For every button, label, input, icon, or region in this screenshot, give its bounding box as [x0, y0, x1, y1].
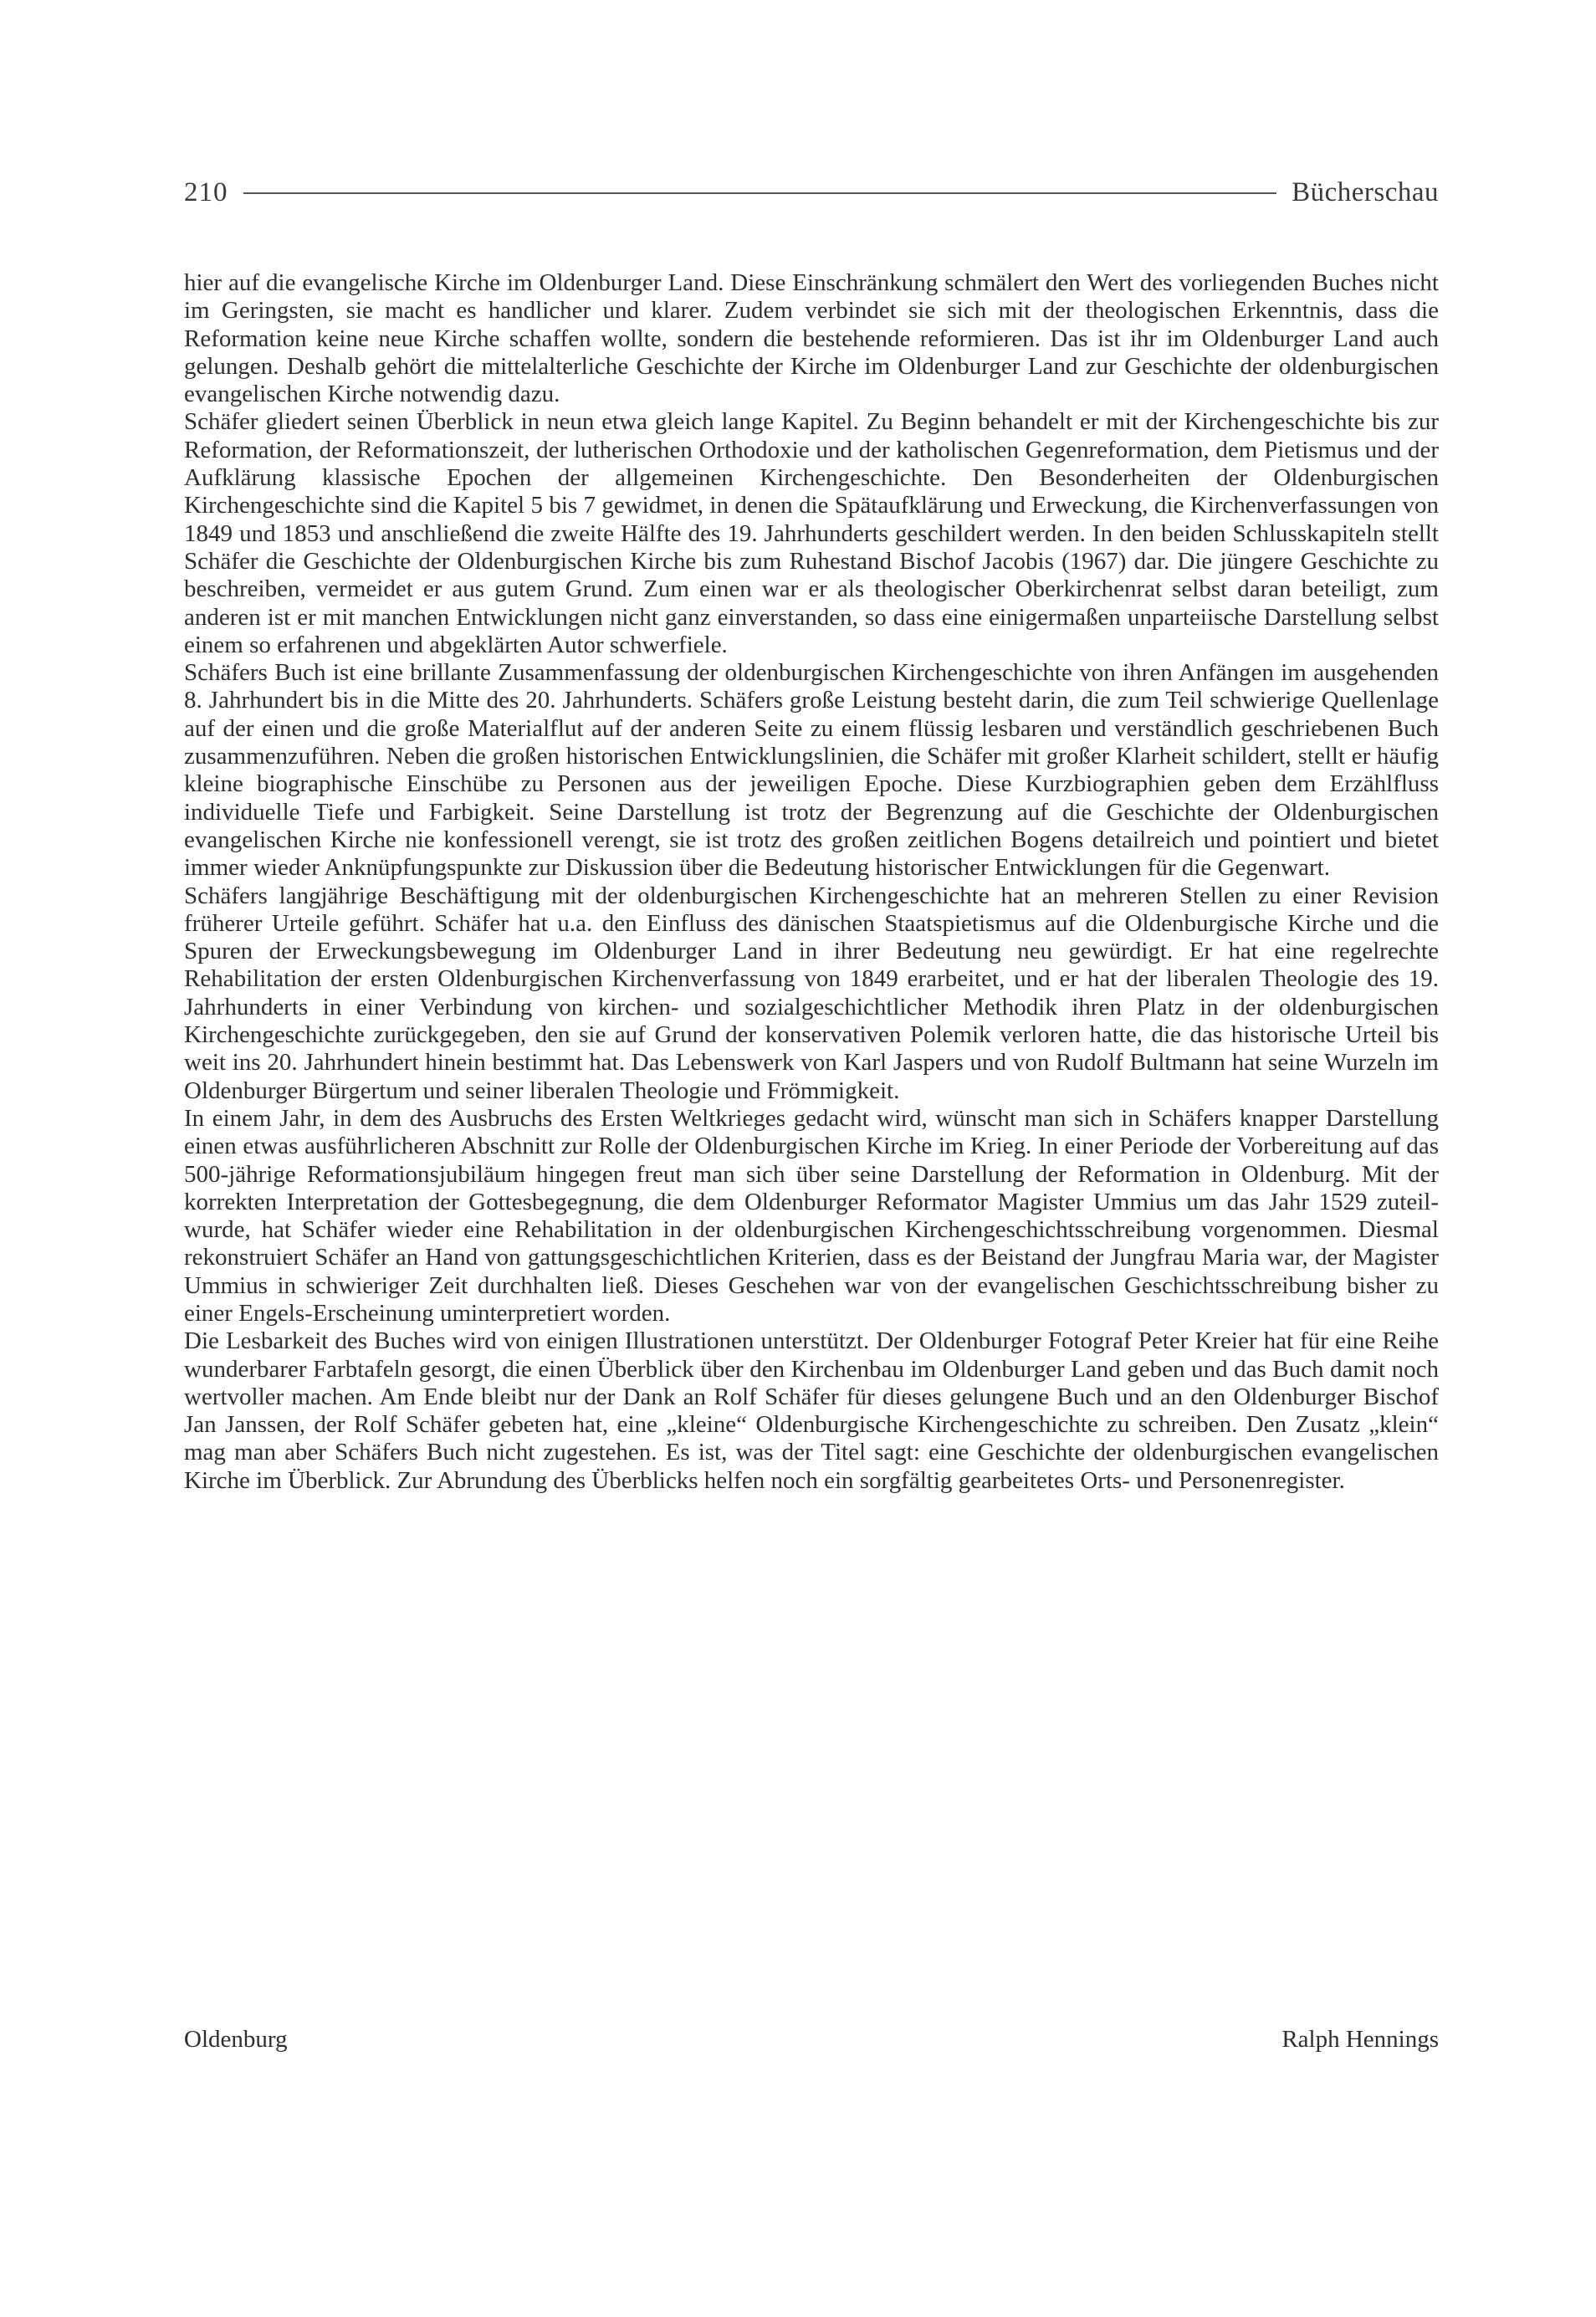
signature-place: Oldenburg: [184, 2026, 288, 2053]
page-number: 210: [184, 176, 228, 207]
section-title: Bücherschau: [1292, 176, 1439, 207]
paragraph: hier auf die evangelische Kirche im Oldenburger Land. Diese Einschränkung schmälert den Wert des vorliegenden Buches nicht im Geringsten, sie macht es handlicher und klarer. Zudem verbindet sie sich mit der theologischen Erkenntnis, dass die Reformation keine neue Kirche schaffen wollte, sondern die bestehende reformieren. Das ist ihr im Oldenburger Land auch gelungen. Deshalb gehört die mittelalterliche Geschichte der Kirche im Oldenburger Land zur Geschichte der oldenburgischen evangelischen Kirche notwendig dazu.: [184, 269, 1439, 408]
paragraph: Schäfers langjährige Beschäftigung mit der oldenburgischen Kirchengeschichte hat an mehreren Stellen zu einer Revision früherer Urteile geführt. Schäfer hat u.a. den Einfluss des dänischen Staatspietismus auf die Oldenburgische Kirche und die Spuren der Erweckungsbewegung im Oldenburger Land in ihrer Bedeutung neu gewürdigt. Er hat eine regelrechte Rehabilitation der ersten Oldenburgischen Kirchenverfassung von 1849 erarbeitet, und er hat der liberalen Theologie des 19. Jahrhunderts in einer Verbindung von kirchen- und sozialgeschichtlicher Methodik ihren Platz in der oldenburgischen Kirchengeschichte zurückgegeben, den sie auf Grund der konservativen Polemik verloren hatte, die das historische Urteil bis weit ins 20. Jahrhundert hinein bestimmt hat. Das Lebenswerk von Karl Jaspers und von Rudolf Bultmann hat seine Wurzeln im Oldenburger Bürgertum und seiner liberalen Theologie und Frömmigkeit.: [184, 882, 1439, 1104]
paragraph: Schäfers Buch ist eine brillante Zusammenfassung der oldenburgischen Kirchengeschichte von ihren Anfängen im ausgehenden 8. Jahrhundert bis in die Mitte des 20. Jahrhunderts. Schäfers große Leistung besteht darin, die zum Teil schwierige Quellenlage auf der einen und die große Materialflut auf der anderen Seite zu einem flüssig lesbaren und verständlich geschriebenen Buch zusammenzuführen. Neben die großen historischen Entwicklungslinien, die Schäfer mit großer Klarheit schildert, stellt er häufig kleine biographische Einschübe zu Personen aus der jeweiligen Epoche. Diese Kurzbiographien geben dem Erzählfluss individuelle Tiefe und Farbigkeit. Seine Darstellung ist trotz der Begrenzung auf die Geschichte der Oldenburgischen evangelischen Kirche nie konfessionell verengt, sie ist trotz des großen zeitlichen Bogens detailreich und pointiert und bietet immer wieder Anknüpfungspunkte zur Diskussion über die Bedeutung historischer Entwicklungen für die Gegenwart.: [184, 659, 1439, 882]
running-head: [184, 167, 1439, 217]
signature-author: Ralph Hennings: [1281, 2026, 1439, 2053]
header-rule: [243, 192, 1277, 194]
paragraph: Schäfer gliedert seinen Überblick in neun etwa gleich lange Kapitel. Zu Beginn behandelt er mit der Kirchengeschichte bis zur Reformation, der Reformationszeit, der lutherischen Orthodoxie und der katholischen Gegenreformation, dem Pietismus und der Aufklärung klassische Epochen der allgemeinen Kirchengeschichte. Den Besonderheiten der Oldenburgischen Kirchengeschichte sind die Kapitel 5 bis 7 gewidmet, in denen die Spätaufklärung und Erweckung, die Kirchenverfassungen von 1849 und 1853 und anschließend die zweite Hälfte des 19. Jahrhunderts geschildert werden. In den beiden Schlusskapiteln stellt Schäfer die Geschichte der Oldenburgischen Kirche bis zum Ruhestand Bischof Jacobis (1967) dar. Die jüngere Geschichte zu beschreiben, vermeidet er aus gutem Grund. Zum einen war er als theologischer Oberkirchenrat selbst daran beteiligt, zum anderen ist er mit manchen Entwicklungen nicht ganz einverstanden, so dass eine einigermaßen unparteiische Darstellung selbst einem so erfahrenen und abgeklärten Autor schwerfiele.: [184, 408, 1439, 658]
book-page: [184, 167, 1439, 2242]
paragraph: Die Lesbarkeit des Buches wird von einigen Illustrationen unterstützt. Der Oldenburger Fotograf Peter Kreier hat für eine Reihe wunderbarer Farbtafeln gesorgt, die einen Überblick über den Kirchenbau im Oldenburger Land geben und das Buch damit noch wertvoller machen. Am Ende bleibt nur der Dank an Rolf Schäfer für dieses gelungene Buch und an den Oldenburger Bischof Jan Janssen, der Rolf Schäfer gebeten hat, eine „kleine“ Oldenburgische Kirchengeschichte zu schreiben. Den Zusatz „klein“ mag man aber Schäfers Buch nicht zugestehen. Es ist, was der Titel sagt: eine Geschichte der oldenburgischen evangelischen Kirche im Überblick. Zur Abrundung des Überblicks helfen noch ein sorgfältig gearbeitetes Orts- und Personenregister.: [184, 1327, 1439, 1494]
signature-line: [184, 2026, 1439, 2054]
review-body: [184, 269, 1439, 1495]
paragraph: In einem Jahr, in dem des Ausbruchs des Ersten Weltkrieges gedacht wird, wünscht man sich in Schäfers knapper Darstellung einen etwas ausführlicheren Abschnitt zur Rolle der Oldenburgischen Kirche im Krieg. In einer Periode der Vorbereitung auf das 500-jährige Reformationsjubiläum hingegen freut man sich über seine Darstellung der Reformation in Oldenburg. Mit der korrekten Interpretation der Gottesbegegnung, die dem Oldenburger Reformator Magister Ummius um das Jahr 1529 zuteilwurde, hat Schäfer wieder eine Rehabilitation in der oldenburgischen Kirchengeschichtsschreibung vorgenommen. Diesmal rekonstruiert Schäfer an Hand von gattungsgeschichtlichen Kriterien, dass es der Beistand der Jungfrau Maria war, der Magister Ummius in schwieriger Zeit durchhalten ließ. Dieses Geschehen war von der evangelischen Geschichtsschreibung bisher zu einer Engels-Erscheinung uminterpretiert worden.: [184, 1104, 1439, 1327]
